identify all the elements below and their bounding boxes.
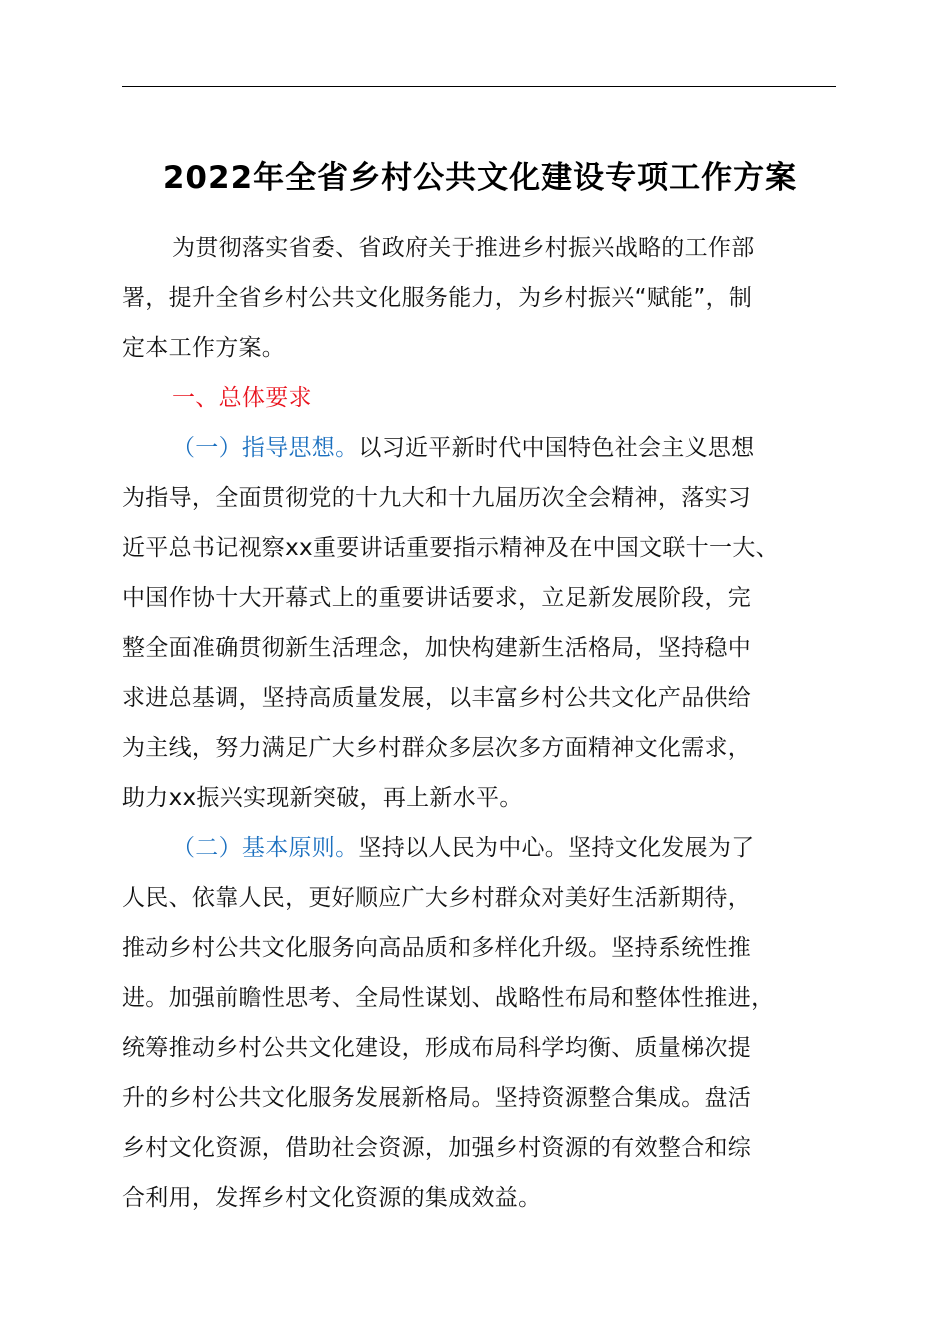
sub2-line-6: 升的乡村公共文化服务发展新格局。坚持资源整合集成。盘活 (122, 1085, 752, 1111)
sub2-line-3: 推动乡村公共文化服务向高品质和多样化升级。坚持系统性推 (122, 935, 752, 961)
sub1-line-4: 中国作协十大开幕式上的重要讲话要求，立足新发展阶段，完 (122, 585, 752, 611)
sub2-heading: （二）基本原则。 (172, 835, 359, 861)
sub2-line-4: 进。加强前瞻性思考、全局性谋划、战略性布局和整体性推进， (122, 985, 775, 1011)
sub1-line-8: 助力xx振兴实现新突破，再上新水平。 (122, 785, 523, 811)
sub1-first-line-text: 以习近平新时代中国特色社会主义思想 (358, 435, 755, 461)
sub1-line-7: 为主线，努力满足广大乡村群众多层次多方面精神文化需求， (122, 735, 752, 761)
sub2-line-8: 合利用，发挥乡村文化资源的集成效益。 (122, 1185, 542, 1211)
section-heading: 一、总体要求 (172, 385, 312, 411)
sub2-line-5: 统筹推动乡村公共文化建设，形成布局科学均衡、质量梯次提 (122, 1035, 752, 1061)
header-rule (122, 86, 836, 87)
sub1-line-3: 近平总书记视察xx重要讲话重要指示精神及在中国文联十一大、 (122, 535, 779, 561)
sub1-line-2: 为指导，全面贯彻党的十九大和十九届历次全会精神，落实习 (122, 485, 752, 511)
intro-line-1: 为贯彻落实省委、省政府关于推进乡村振兴战略的工作部 (172, 235, 755, 261)
sub1-line-5: 整全面准确贯彻新生活理念，加快构建新生活格局，坚持稳中 (122, 635, 752, 661)
sub2-first-line (172, 833, 755, 863)
sub2-first-line-text: 坚持以人民为中心。坚持文化发展为了 (358, 835, 755, 861)
intro-line-3: 定本工作方案。 (122, 335, 286, 361)
sub2-line-7: 乡村文化资源，借助社会资源，加强乡村资源的有效整合和综 (122, 1135, 752, 1161)
document-title: 2022年全省乡村公共文化建设专项工作方案 (162, 160, 798, 196)
sub2-line-2: 人民、依靠人民，更好顺应广大乡村群众对美好生活新期待， (122, 885, 752, 911)
sub1-heading: （一）指导思想。 (172, 435, 359, 461)
sub1-line-6: 求进总基调，坚持高质量发展，以丰富乡村公共文化产品供给 (122, 685, 752, 711)
sub1-first-line (172, 433, 755, 463)
intro-line-2: 署，提升全省乡村公共文化服务能力，为乡村振兴“赋能”，制 (122, 285, 753, 311)
